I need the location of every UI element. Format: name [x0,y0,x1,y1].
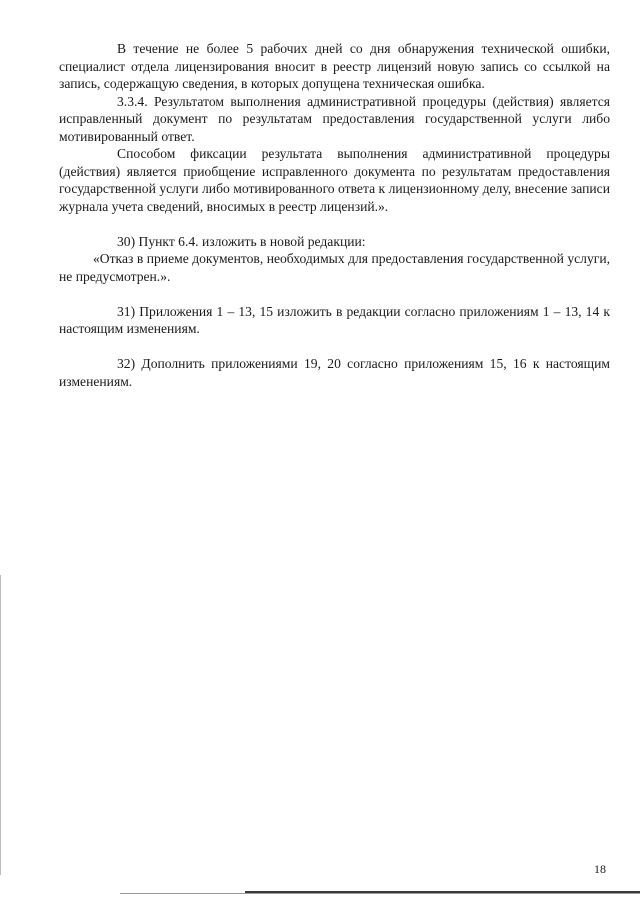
page-number: 18 [594,862,606,876]
paragraph-technical-error: В течение не более 5 рабочих дней со дня обнаружения технической ошибки, специалист отдела лицензирования вносит в реестр лицензий новую запись со ссылкой на запись, содержащую сведения, в которых допущена техническая ошибка. [59,41,610,91]
paragraph-spacer [59,285,610,303]
paragraph-result-334: 3.3.4. Результатом выполнения административной процедуры (действия) является исправленный документ по результатам предоставления государственной услуги либо мотивированный ответ. [59,93,610,144]
paragraph-item-30: 30) Пункт 6.4. изложить в новой редакции: [117,233,366,249]
paragraph-fixation-method: Способом фиксации результата выполнения административной процедуры (действия) является приобщение исправленного документа по результатам предоставления государственной услуги либо мотивированного ответа к лицензионному делу, внесение записи журнала учета сведений, вносимых в реестр лицензий.». [59,146,610,214]
paragraph-item-31: 31) Приложения 1 – 13, 15 изложить в редакции согласно приложениям 1 – 13, 14 к настоящим изменениям. [59,303,610,336]
document-body [59,40,610,390]
scan-edge-line [120,893,640,894]
paragraph-spacer [59,338,610,356]
paragraph-item-32: 32) Дополнить приложениями 19, 20 согласно приложениям 15, 16 к настоящим изменениям. [59,356,610,389]
paragraph-spacer [59,215,610,233]
scan-edge-line [0,575,1,875]
paragraph-item-30-quote: «Отказ в приеме документов, необходимых для предоставления государственной услуги, не предусмотрен.». [59,251,610,284]
